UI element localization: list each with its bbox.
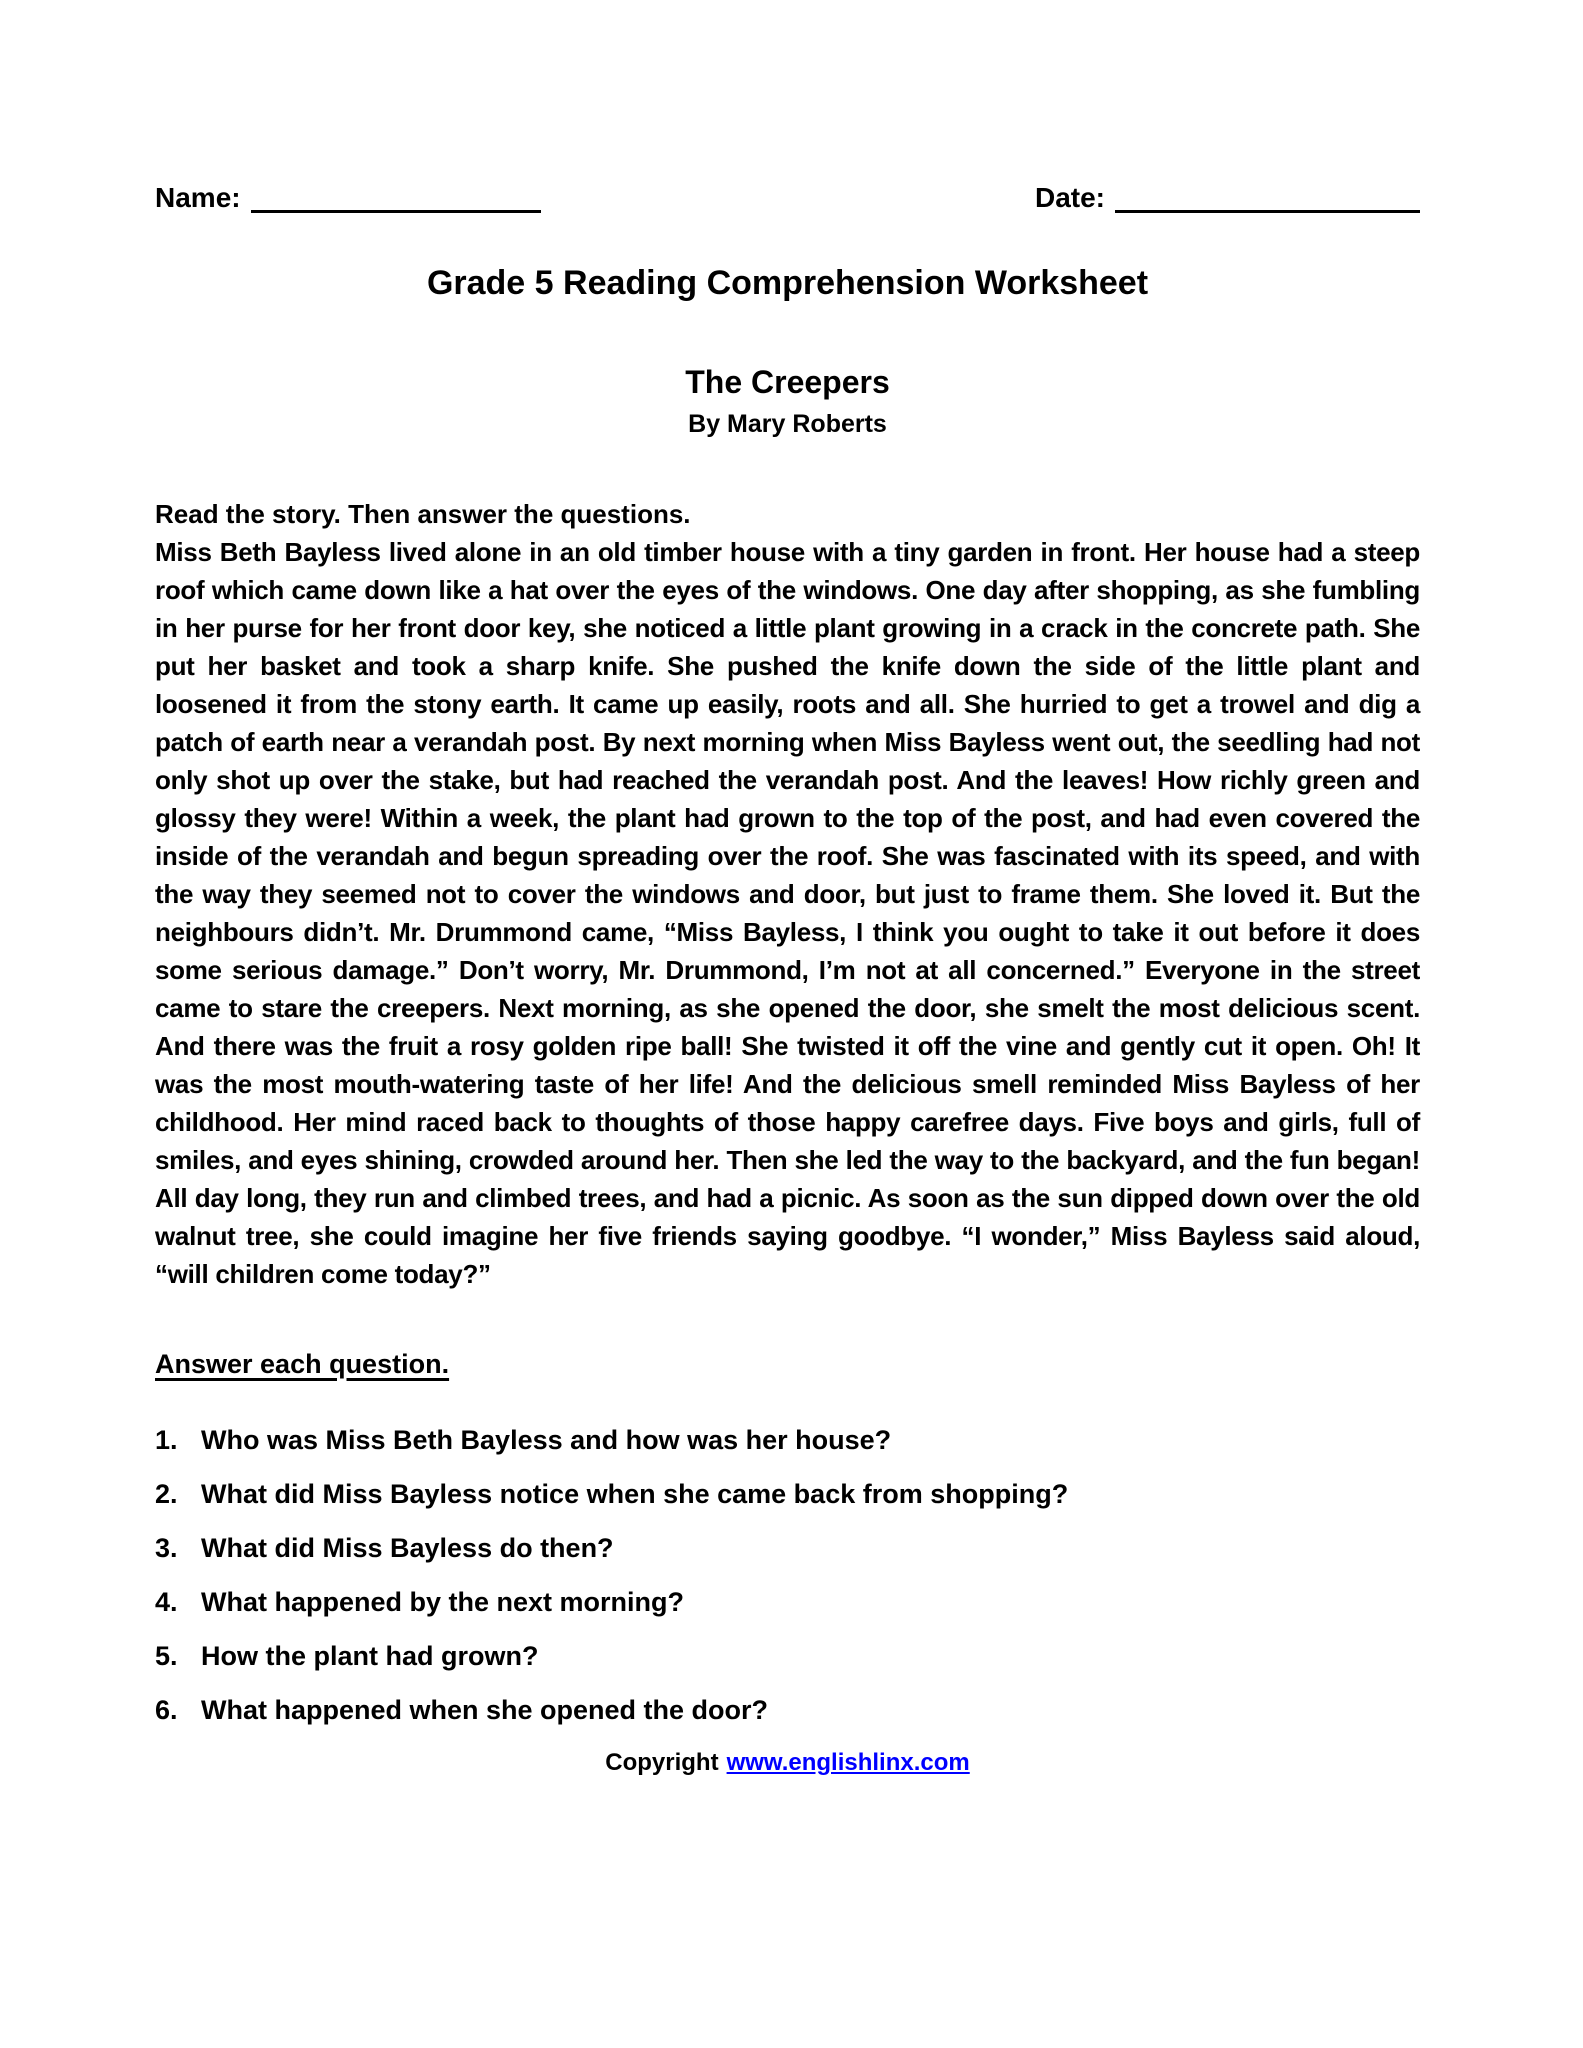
page-title: Grade 5 Reading Comprehension Worksheet bbox=[426, 264, 1149, 302]
question-number: 1. bbox=[155, 1425, 178, 1455]
question-number: 3. bbox=[155, 1533, 178, 1563]
question-text: What did Miss Bayless notice when she came back from shopping? bbox=[201, 1479, 1069, 1509]
byline: By Mary Roberts bbox=[688, 410, 887, 438]
question-number: 2. bbox=[155, 1479, 178, 1509]
question-item bbox=[155, 1533, 1420, 1563]
copyright-label: Copyright bbox=[605, 1749, 719, 1776]
question-item bbox=[155, 1479, 1420, 1509]
question-text: How the plant had grown? bbox=[201, 1641, 539, 1671]
name-label: Name: bbox=[155, 182, 241, 213]
story-title: The Creepers bbox=[685, 364, 890, 400]
date-field bbox=[1035, 183, 1420, 213]
copyright-link[interactable]: www.englishlinx.com bbox=[726, 1749, 970, 1776]
date-blank-line bbox=[1115, 186, 1420, 213]
question-item bbox=[155, 1425, 1420, 1455]
question-number: 5. bbox=[155, 1641, 178, 1671]
story-text: Miss Beth Bayless lived alone in an old timber house with a tiny garden in front. Her house had a steep roof which came down like a hat over the eyes of the windows. One day after shopping, as she fumbling in her purse for her front door key, she noticed a little plant growing in a crack in the concrete path. She put her basket and took a sharp knife. She pushed the knife down the side of the little plant and loosened it from the stony earth. It came up easily, roots and all. She hurried to get a trowel and dig a patch of earth near a verandah post. By next morning when Miss Bayless went out, the seedling had not only shot up over the stake, but had reached the verandah post. And the leaves! How richly green and glossy they were! Within a week, the plant had grown to the top of the post, and had even covered the inside of the verandah and begun spreading over the roof. She was fascinated with its speed, and with the way they seemed not to cover the windows and door, but just to frame them. She loved it. But the neighbours didn’t. Mr. Drummond came, “Miss Bayless, I think you ought to take it out before it does some serious damage.” Don’t worry, Mr. Drummond, I’m not at all concerned.” Everyone in the street came to stare the creepers. Next morning, as she opened the door, she smelt the most delicious scent. And there was the fruit a rosy golden ripe ball! She twisted it off the vine and gently cut it open. Oh! It was the most mouth-watering taste of her life! And the delicious smell reminded Miss Bayless of her childhood. Her mind raced back to thoughts of those happy carefree days. Five boys and girls, full of smiles, and eyes shining, crowded around her. Then she led the way to the backyard, and the fun began! All day long, they run and climbed trees, and had a picnic. As soon as the sun dipped down over the old walnut tree, she could imagine her five friends saying goodbye. “I wonder,” Miss Bayless said aloud, “will children come today?” bbox=[155, 537, 1420, 1289]
date-label: Date: bbox=[1034, 182, 1105, 213]
questions-list bbox=[155, 1425, 1420, 1725]
question-item bbox=[155, 1587, 1420, 1617]
question-text: What happened by the next morning? bbox=[201, 1587, 685, 1617]
question-text: What did Miss Bayless do then? bbox=[201, 1533, 614, 1563]
name-blank-line bbox=[251, 186, 541, 213]
footer bbox=[155, 1749, 1420, 1777]
question-number: 4. bbox=[155, 1587, 178, 1617]
instructions-text: Read the story. Then answer the questions. bbox=[155, 499, 691, 529]
question-item bbox=[155, 1695, 1420, 1725]
answer-heading: Answer each question. bbox=[155, 1349, 450, 1379]
name-field bbox=[155, 183, 541, 213]
question-number: 6. bbox=[155, 1695, 178, 1725]
question-text: What happened when she opened the door? bbox=[201, 1695, 769, 1725]
question-text: Who was Miss Beth Bayless and how was her house? bbox=[201, 1425, 892, 1455]
name-date-row bbox=[155, 183, 1420, 213]
question-item bbox=[155, 1641, 1420, 1671]
